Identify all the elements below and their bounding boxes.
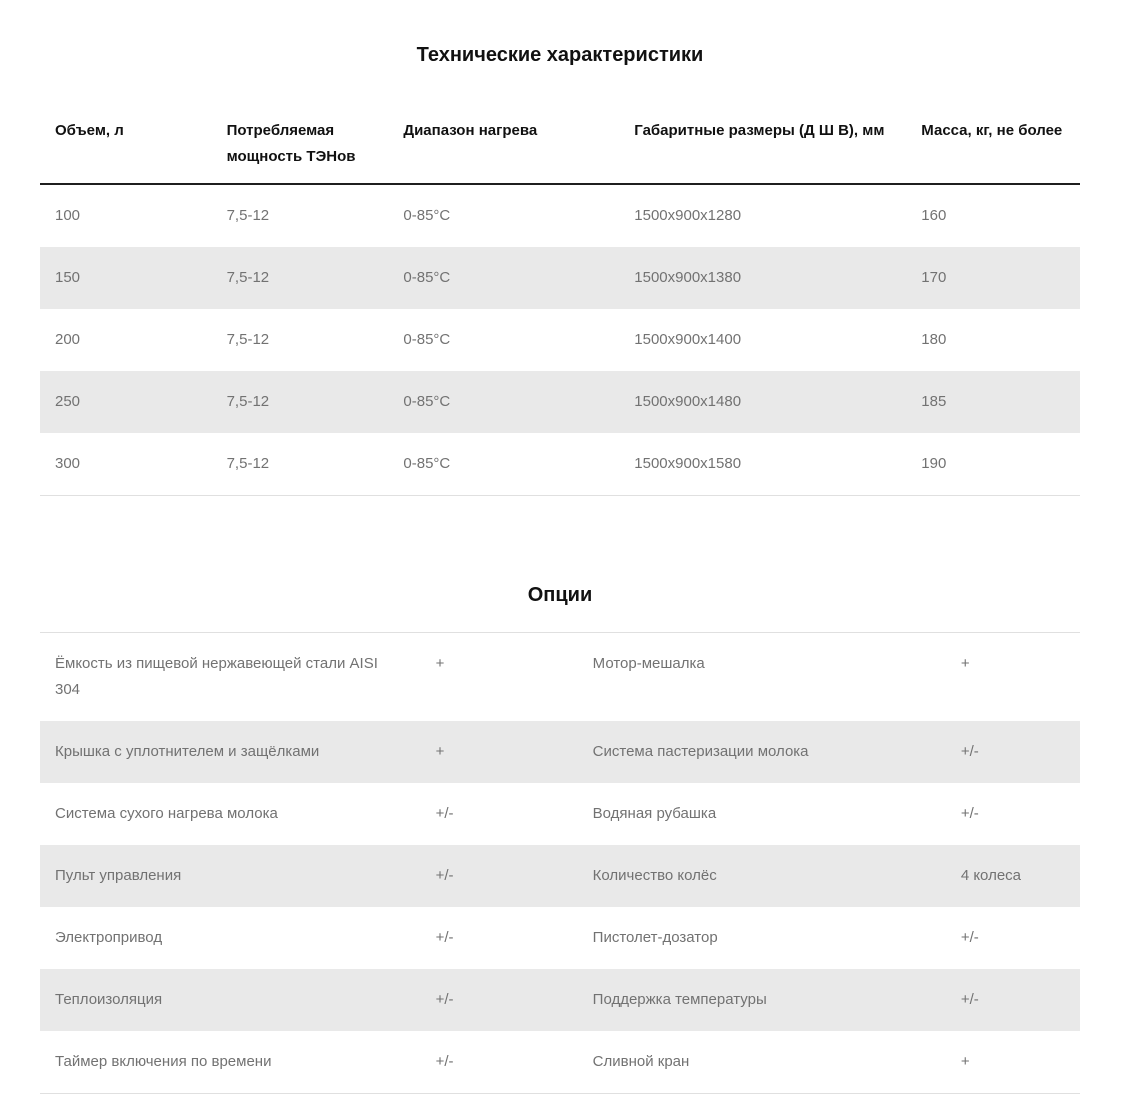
option-label: Водяная рубашка — [592, 805, 717, 822]
spec-cell: 200 — [55, 331, 81, 348]
spec-cell: 0-85°C — [403, 331, 451, 348]
option-label: Электропривод — [55, 929, 163, 946]
option-value: +/- — [960, 929, 979, 946]
option-value: +/- — [435, 929, 454, 946]
option-label: Поддержка температуры — [592, 991, 767, 1008]
spec-cell: 150 — [55, 269, 81, 286]
table-row — [40, 907, 1080, 969]
option-value: +/- — [960, 743, 979, 760]
option-value: + — [435, 655, 445, 672]
option-label: Система пастеризации молока — [592, 743, 809, 760]
option-label: Теплоизоляция — [55, 991, 163, 1008]
spec-cell: 300 — [55, 455, 81, 472]
option-label: Количество колёс — [592, 867, 717, 884]
option-value: +/- — [960, 805, 979, 822]
spec-cell: 0-85°C — [403, 269, 451, 286]
spec-cell: 0-85°C — [403, 455, 451, 472]
option-value: + — [960, 1053, 970, 1070]
option-value: + — [435, 743, 445, 760]
spec-cell: 0-85°C — [403, 207, 451, 224]
table-row — [40, 309, 1080, 371]
spec-cell: 7,5-12 — [226, 331, 270, 348]
option-value: + — [960, 655, 970, 672]
option-value: +/- — [960, 991, 979, 1008]
spec-cell: 250 — [55, 393, 81, 410]
option-value: +/- — [435, 991, 454, 1008]
table-row — [40, 845, 1080, 907]
option-label: Сливной кран — [592, 1053, 690, 1070]
spec-cell: 0-85°C — [403, 393, 451, 410]
spec-header-cell: Объем, л — [40, 108, 212, 184]
options-body — [40, 633, 1080, 1094]
table-row — [40, 1031, 1080, 1094]
option-value: +/- — [435, 805, 454, 822]
table-row — [40, 184, 1080, 247]
spec-cell: 1500х900х1380 — [634, 269, 742, 286]
spec-cell: 170 — [921, 269, 947, 286]
spec-cell: 100 — [55, 207, 81, 224]
spec-header-cell: Масса, кг, не более — [906, 108, 1080, 184]
spec-cell: 190 — [921, 455, 947, 472]
spec-cell: 7,5-12 — [226, 393, 270, 410]
table-row — [40, 783, 1080, 845]
spec-cell: 180 — [921, 331, 947, 348]
option-value: +/- — [435, 1053, 454, 1070]
specs-header — [40, 108, 1080, 184]
table-row — [40, 371, 1080, 433]
specs-section-title: Технические характеристики — [416, 44, 704, 66]
spec-cell: 1500х900х1580 — [634, 455, 742, 472]
spec-cell: 7,5-12 — [226, 207, 270, 224]
spec-header-cell: Диапазон нагрева — [388, 108, 619, 184]
specs-body — [40, 184, 1080, 496]
table-row — [40, 433, 1080, 496]
spec-cell: 1500х900х1280 — [634, 207, 742, 224]
table-row — [40, 633, 1080, 722]
option-label: Таймер включения по времени — [55, 1053, 272, 1070]
spec-cell: 160 — [921, 207, 947, 224]
table-row — [40, 721, 1080, 783]
spec-header-cell: Габаритные размеры (Д Ш В), мм — [619, 108, 906, 184]
specs-header-row — [40, 108, 1080, 184]
table-row — [40, 247, 1080, 309]
option-label: Пистолет-дозатор — [592, 929, 718, 946]
spec-cell: 1500х900х1480 — [634, 393, 742, 410]
spec-cell: 7,5-12 — [226, 269, 270, 286]
spec-cell: 1500х900х1400 — [634, 331, 742, 348]
option-label: Ёмкость из пищевой нержавеющей стали AISI 304 — [55, 655, 378, 698]
option-label: Мотор-мешалка — [592, 655, 705, 672]
options-table — [40, 632, 1080, 1094]
specs-table — [40, 108, 1080, 496]
option-value: +/- — [435, 867, 454, 884]
content-container — [40, 0, 1080, 1094]
spec-header-cell: Потребляемая мощность ТЭНов — [212, 108, 389, 184]
spec-cell: 185 — [921, 393, 947, 410]
options-section-title: Опции — [527, 584, 593, 606]
option-label: Пульт управления — [55, 867, 182, 884]
option-label: Крышка с уплотнителем и защёлками — [55, 743, 320, 760]
table-row — [40, 969, 1080, 1031]
option-label: Система сухого нагрева молока — [55, 805, 278, 822]
option-value: 4 колеса — [960, 867, 1022, 884]
spec-cell: 7,5-12 — [226, 455, 270, 472]
